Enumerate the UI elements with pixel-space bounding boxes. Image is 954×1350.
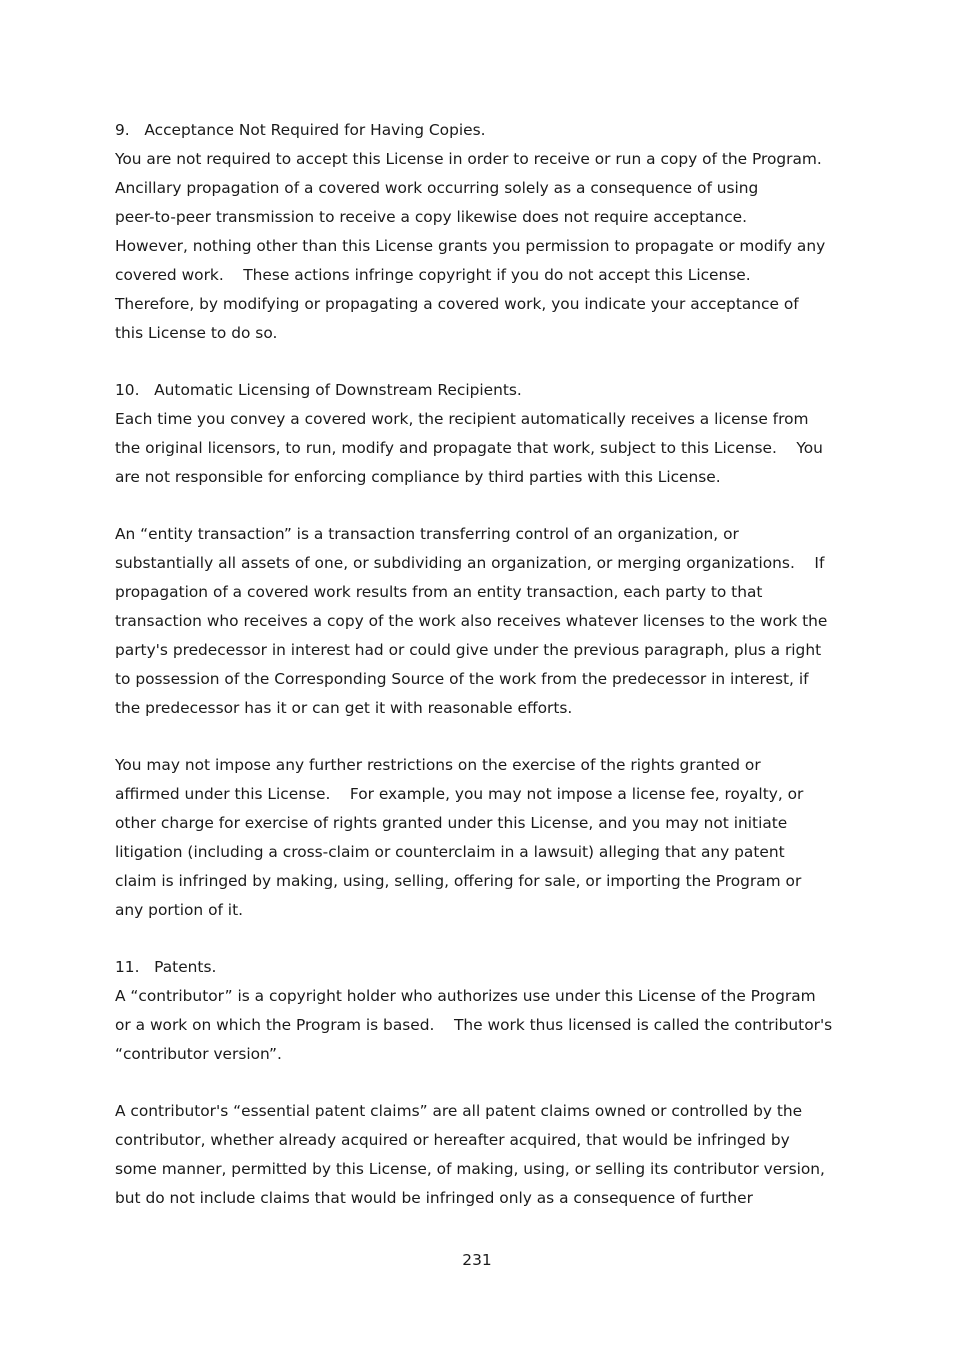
section-11-heading: 11. Patents. (115, 958, 217, 976)
text-line: Therefore, by modifying or propagating a covered work, you indicate your acceptance of (115, 295, 799, 313)
paragraph-gap (115, 1069, 850, 1097)
section-11 (115, 953, 850, 1069)
text-line: peer-to-peer transmission to receive a copy likewise does not require acceptance. (115, 208, 748, 226)
text-line: the predecessor has it or can get it with reasonable efforts. (115, 699, 573, 717)
paragraph-gap (115, 723, 850, 751)
text-line: this License to do so. (115, 324, 278, 342)
text-line: affirmed under this License. For example, you may not impose a license fee, royalty, or (115, 785, 804, 803)
text-line: any portion of it. (115, 901, 244, 919)
paragraph-gap (115, 492, 850, 520)
text-line: party's predecessor in interest had or could give under the previous paragraph, plus a right (115, 641, 822, 659)
text-line: claim is infringed by making, using, selling, offering for sale, or importing the Program or (115, 872, 802, 890)
text-line: to possession of the Corresponding Source of the work from the predecessor in interest, if (115, 670, 809, 688)
section-10-heading: 10. Automatic Licensing of Downstream Recipients. (115, 381, 522, 399)
text-line: other charge for exercise of rights granted under this License, and you may not initiate (115, 814, 788, 832)
text-line: However, nothing other than this License grants you permission to propagate or modify any (115, 237, 826, 255)
text-line: some manner, permitted by this License, of making, using, or selling its contributor version, (115, 1160, 825, 1178)
restrictions-paragraph (115, 751, 850, 925)
section-10 (115, 376, 850, 492)
section-9-heading: 9. Acceptance Not Required for Having Copies. (115, 121, 486, 139)
entity-transaction-paragraph (115, 520, 850, 723)
text-line: the original licensors, to run, modify and propagate that work, subject to this License. You (115, 439, 823, 457)
essential-patent-claims-paragraph (115, 1097, 850, 1213)
text-line: Each time you convey a covered work, the recipient automatically receives a license from (115, 410, 809, 428)
text-line: or a work on which the Program is based. The work thus licensed is called the contributor's (115, 1016, 833, 1034)
text-line: A contributor's “essential patent claims” are all patent claims owned or controlled by the (115, 1102, 803, 1120)
document-body (115, 116, 850, 1213)
section-9 (115, 116, 850, 348)
paragraph-gap (115, 925, 850, 953)
text-line: but do not include claims that would be infringed only as a consequence of further (115, 1189, 753, 1207)
text-line: contributor, whether already acquired or hereafter acquired, that would be infringed by (115, 1131, 790, 1149)
text-line: An “entity transaction” is a transaction transferring control of an organization, or (115, 525, 739, 543)
text-line: A “contributor” is a copyright holder who authorizes use under this License of the Program (115, 987, 816, 1005)
text-line: You are not required to accept this License in order to receive or run a copy of the Program. (115, 150, 822, 168)
text-line: covered work. These actions infringe copyright if you do not accept this License. (115, 266, 751, 284)
text-line: “contributor version”. (115, 1045, 282, 1063)
text-line: transaction who receives a copy of the work also receives whatever licenses to the work the (115, 612, 828, 630)
text-line: propagation of a covered work results from an entity transaction, each party to that (115, 583, 763, 601)
paragraph-gap (115, 348, 850, 376)
page-number: 231 (462, 1251, 492, 1269)
text-line: Ancillary propagation of a covered work occurring solely as a consequence of using (115, 179, 759, 197)
text-line: You may not impose any further restrictions on the exercise of the rights granted or (115, 756, 761, 774)
text-line: substantially all assets of one, or subdividing an organization, or merging organizations. If (115, 554, 825, 572)
text-line: are not responsible for enforcing compliance by third parties with this License. (115, 468, 721, 486)
text-line: litigation (including a cross-claim or counterclaim in a lawsuit) alleging that any patent (115, 843, 785, 861)
